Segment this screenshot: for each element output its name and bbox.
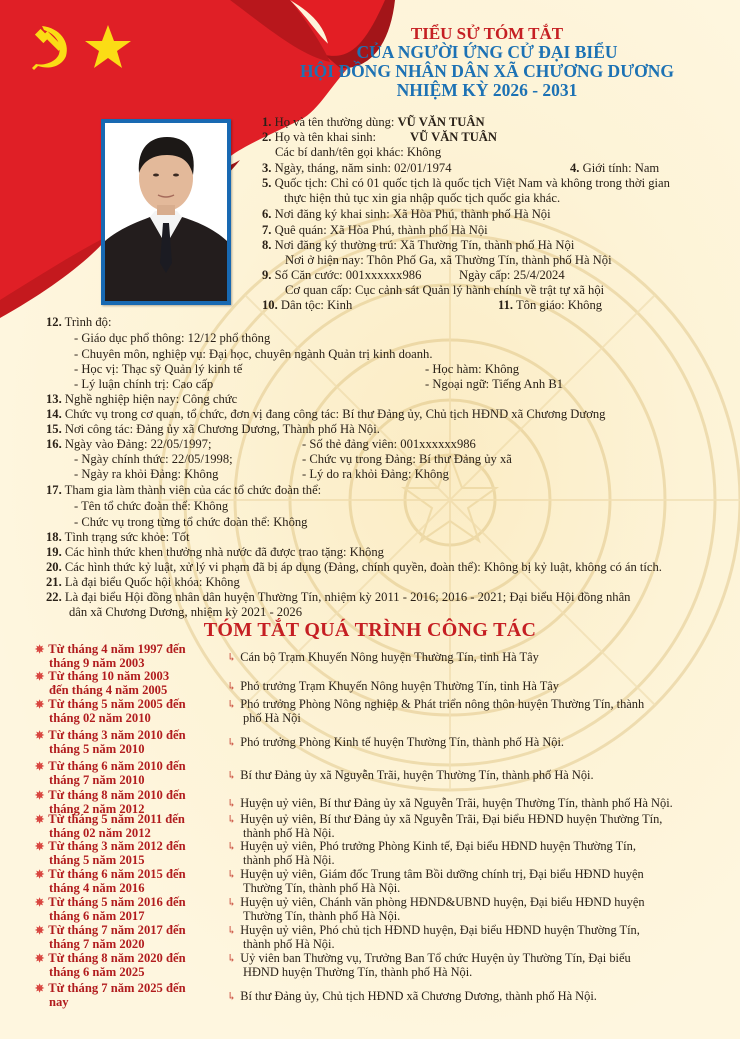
field-5-nationality: 5. Quốc tịch: Chỉ có 01 quốc tịch là quốc tịch Việt Nam và không trong thời gian — [262, 176, 670, 190]
foreign-language: - Ngoại ngữ: Tiếng Anh B1 — [425, 377, 564, 391]
asterisk-flower-icon: ✵ — [35, 790, 45, 802]
work-period — [35, 896, 225, 923]
turn-arrow-icon: ↳ — [227, 841, 237, 853]
organization-position: - Chức vụ trong từng tổ chức đoàn thể: Không — [74, 515, 308, 529]
description-line-1: Huyện uỷ viên, Giám đốc Trung tâm Bồi dưỡng chính trị, Đại biểu HĐND huyện — [240, 867, 644, 881]
field-17-organizations: 17. Tham gia làm thành viên của các tổ chức đoàn thể: — [46, 483, 322, 497]
work-description — [227, 896, 707, 923]
asterisk-flower-icon: ✵ — [35, 699, 45, 711]
title-line-1: TIỂU SỬ TÓM TẮT — [410, 24, 564, 43]
party-card-number: - Số thẻ đảng viên: 001xxxxxx986 — [302, 437, 476, 451]
work-description — [227, 680, 707, 694]
description-line-1: Huyện uỷ viên, Bí thư Đảng ủy xã Nguyễn Trãi, Đại biểu HĐND huyện Thường Tín, — [240, 812, 663, 826]
asterisk-flower-icon: ✵ — [35, 953, 45, 965]
description-line-1: Huyện uỷ viên, Chánh văn phòng HĐND&UBND huyện, Đại biểu HĐND huyện — [240, 895, 645, 909]
work-period — [35, 813, 225, 840]
period-line-2: tháng 6 năm 2025 — [49, 965, 145, 979]
asterisk-flower-icon: ✵ — [35, 671, 45, 683]
turn-arrow-icon: ↳ — [227, 798, 237, 810]
hammer-sickle-icon — [32, 26, 67, 70]
work-period — [35, 868, 225, 895]
field-19-awards: 19. Các hình thức khen thưởng nhà nước đã được trao tặng: Không — [46, 545, 384, 559]
period-line-1: Từ tháng 10 năm 2003 — [48, 669, 170, 683]
asterisk-flower-icon: ✵ — [35, 841, 45, 853]
turn-arrow-icon: ↳ — [227, 814, 237, 826]
field-8-permanent-residence: 8. Nơi đăng ký thường trú: Xã Thường Tín, thành phố Hà Nội — [262, 238, 575, 252]
asterisk-flower-icon: ✵ — [35, 869, 45, 881]
portrait-illustration — [105, 123, 227, 301]
field-16-party-join-date: 16. Ngày vào Đảng: 22/05/1997; — [46, 437, 212, 451]
work-description — [227, 698, 707, 725]
period-line-2: tháng 5 năm 2010 — [49, 742, 145, 756]
description-line-1: Uỷ viên ban Thường vụ, Trưởng Ban Tổ chức Huyện ủy Thường Tín, Đại biểu — [240, 951, 631, 965]
field-11-religion: 11. Tôn giáo: Không — [498, 298, 603, 312]
period-line-2: nay — [49, 995, 69, 1009]
work-period — [35, 952, 225, 979]
work-period — [35, 760, 225, 787]
work-description — [227, 990, 707, 1004]
field-3-birth-date: 3. Ngày, tháng, năm sinh: 02/01/1974 — [262, 161, 452, 175]
field-18-health: 18. Tình trạng sức khỏe: Tốt — [46, 530, 190, 544]
turn-arrow-icon: ↳ — [227, 925, 237, 937]
period-line-1: Từ tháng 8 năm 2010 đến — [48, 788, 186, 802]
work-history-title: TÓM TẮT QUÁ TRÌNH CÔNG TÁC — [203, 619, 537, 641]
field-8-current-residence: Nơi ở hiện nay: Thôn Phố Ga, xã Thường Tín, thành phố Hà Nội — [285, 253, 612, 267]
work-description — [227, 769, 707, 783]
academic-rank: - Học hàm: Không — [425, 362, 520, 376]
field-4-gender: 4. Giới tính: Nam — [570, 161, 660, 175]
party-leave-reason: - Lý do ra khỏi Đảng: Không — [302, 467, 449, 481]
period-line-2: tháng 6 năm 2017 — [49, 909, 145, 923]
field-7-hometown: 7. Quê quán: Xã Hòa Phú, thành phố Hà Nội — [262, 223, 488, 237]
period-line-1: Từ tháng 5 năm 2016 đến — [48, 895, 186, 909]
period-line-2: tháng 7 năm 2010 — [49, 773, 145, 787]
field-13-occupation: 13. Nghề nghiệp hiện nay: Công chức — [46, 392, 238, 406]
candidate-portrait — [101, 119, 231, 305]
field-22-council-terms: 22. Là đại biểu Hội đồng nhân dân huyện Thường Tín, nhiệm kỳ 2011 - 2016; 2016 - 2021; Đại biểu Hội đồng nhân — [46, 590, 631, 604]
turn-arrow-icon: ↳ — [227, 953, 237, 965]
work-period — [35, 670, 225, 697]
field-15-workplace: 15. Nơi công tác: Đảng ủy xã Chương Dương, Thành phố Hà Nội. — [46, 422, 380, 436]
turn-arrow-icon: ↳ — [227, 652, 237, 664]
work-description — [227, 736, 707, 750]
description-line-2: Thường Tín, thành phố Hà Nội. — [243, 881, 401, 895]
title-line-4: NHIỆM KỲ 2026 - 2031 — [396, 80, 578, 100]
field-2-birth-name: 2. Họ và tên khai sinh: — [262, 130, 377, 144]
party-leave-date: - Ngày ra khỏi Đảng: Không — [74, 467, 219, 481]
description-line-1: Phó trưởng Phòng Nông nghiệp & Phát triển nông thôn huyện Thường Tín, thành — [240, 697, 645, 711]
description-line-1: Phó trưởng Trạm Khuyến Nông huyện Thường Tín, tỉnh Hà Tây — [240, 679, 559, 693]
turn-arrow-icon: ↳ — [227, 737, 237, 749]
description-line-2: thành phố Hà Nội. — [243, 853, 335, 867]
description-line-2: thành phố Hà Nội. — [243, 826, 335, 840]
work-period — [35, 643, 225, 670]
work-description — [227, 651, 707, 665]
work-description — [227, 924, 707, 951]
period-line-2: tháng 2 năm 2012 — [49, 802, 145, 816]
title-line-2: CỦA NGƯỜI ỨNG CỬ ĐẠI BIỂU — [356, 42, 618, 62]
description-line-2: Thường Tín, thành phố Hà Nội. — [243, 909, 401, 923]
organization-name: - Tên tổ chức đoàn thể: Không — [74, 499, 229, 513]
document-title — [262, 24, 712, 100]
period-line-2: tháng 7 năm 2020 — [49, 937, 145, 951]
asterisk-flower-icon: ✵ — [35, 730, 45, 742]
period-line-1: Từ tháng 6 năm 2010 đến — [48, 759, 186, 773]
specialty: - Chuyên môn, nghiệp vụ: Đại học, chuyên ngành Quản trị kinh doanh. — [74, 347, 433, 361]
asterisk-flower-icon: ✵ — [35, 983, 45, 995]
description-line-1: Cán bộ Trạm Khuyến Nông huyện Thường Tín, tỉnh Hà Tây — [240, 650, 539, 664]
turn-arrow-icon: ↳ — [227, 897, 237, 909]
work-period — [35, 924, 225, 951]
description-line-1: Huyện uỷ viên, Bí thư Đảng ủy xã Nguyễn Trãi, huyện Thường Tín, thành phố Hà Nội. — [240, 796, 673, 810]
field-1-common-name: 1. Họ và tên thường dùng: VŨ VĂN TUÂN — [262, 115, 485, 129]
birth-name-value: VŨ VĂN TUÂN — [410, 130, 497, 144]
period-line-2: tháng 9 năm 2003 — [49, 656, 145, 670]
party-position: - Chức vụ trong Đảng: Bí thư Đảng ủy xã — [302, 452, 512, 466]
turn-arrow-icon: ↳ — [227, 699, 237, 711]
field-20-discipline: 20. Các hình thức kỷ luật, xử lý vi phạm đã bị áp dụng (Đảng, chính quyền, đoàn thể): Không bị kỷ luật, không có án tích. — [46, 560, 662, 574]
asterisk-flower-icon: ✵ — [35, 897, 45, 909]
description-line-2: phố Hà Nội — [243, 711, 301, 725]
asterisk-flower-icon: ✵ — [35, 925, 45, 937]
description-line-2: HĐND huyện Thường Tín, thành phố Hà Nội. — [243, 965, 473, 979]
period-line-2: tháng 4 năm 2016 — [49, 881, 145, 895]
work-description — [227, 840, 707, 867]
field-14-position: 14. Chức vụ trong cơ quan, tổ chức, đơn vị đang công tác: Bí thư Đảng ủy, Chủ tịch HĐND xã Chương Dương — [46, 407, 606, 421]
period-line-1: Từ tháng 7 năm 2017 đến — [48, 923, 186, 937]
work-period — [35, 982, 225, 1009]
asterisk-flower-icon: ✵ — [35, 761, 45, 773]
party-emblem — [30, 22, 140, 72]
period-line-1: Từ tháng 5 năm 2011 đến — [48, 812, 185, 826]
asterisk-flower-icon: ✵ — [35, 644, 45, 656]
period-line-2: đến tháng 4 năm 2005 — [49, 683, 168, 697]
field-aliases: Các bí danh/tên gọi khác: Không — [275, 145, 442, 159]
period-line-2: tháng 02 năm 2010 — [49, 711, 151, 725]
field-12-education: 12. Trình độ: — [46, 315, 112, 329]
description-line-1: Huyện uỷ viên, Phó trưởng Phòng Kinh tế, Đại biểu HĐND huyện Thường Tín, — [240, 839, 636, 853]
star-icon — [85, 25, 131, 68]
field-9-issuing-authority: Cơ quan cấp: Cục cảnh sát Quản lý hành chính về trật tự xã hội — [285, 283, 605, 297]
turn-arrow-icon: ↳ — [227, 869, 237, 881]
description-line-1: Bí thư Đảng ủy xã Nguyễn Trãi, huyện Thường Tín, thành phố Hà Nội. — [240, 768, 594, 782]
political-theory: - Lý luận chính trị: Cao cấp — [74, 377, 214, 391]
period-line-1: Từ tháng 6 năm 2015 đến — [48, 867, 186, 881]
asterisk-flower-icon: ✵ — [35, 814, 45, 826]
field-9-issue-date: Ngày cấp: 25/4/2024 — [459, 268, 565, 282]
period-line-1: Từ tháng 3 năm 2012 đến — [48, 839, 186, 853]
period-line-1: Từ tháng 7 năm 2025 đến — [48, 981, 186, 995]
period-line-2: tháng 02 năm 2012 — [49, 826, 151, 840]
turn-arrow-icon: ↳ — [227, 770, 237, 782]
work-period — [35, 698, 225, 725]
work-description — [227, 813, 707, 840]
description-line-1: Huyện uỷ viên, Phó chủ tịch HĐND huyện, Đại biểu HĐND huyện Thường Tín, — [240, 923, 640, 937]
work-period — [35, 729, 225, 756]
period-line-1: Từ tháng 3 năm 2010 đến — [48, 728, 186, 742]
work-period — [35, 840, 225, 867]
description-line-1: Bí thư Đảng ủy, Chủ tịch HĐND xã Chương Dương, thành phố Hà Nội. — [240, 989, 597, 1003]
academic-degree: - Học vị: Thạc sỹ Quản lý kinh tế — [74, 362, 243, 376]
work-description — [227, 797, 707, 811]
description-line-2: thành phố Hà Nội. — [243, 937, 335, 951]
field-10-ethnicity: 10. Dân tộc: Kinh — [262, 298, 353, 312]
turn-arrow-icon: ↳ — [227, 681, 237, 693]
work-description — [227, 868, 707, 895]
common-name-value: VŨ VĂN TUÂN — [397, 115, 485, 129]
turn-arrow-icon: ↳ — [227, 991, 237, 1003]
party-official-date: - Ngày chính thức: 22/05/1998; — [74, 452, 233, 466]
field-22-council-terms-cont: dân xã Chương Dương, nhiệm kỳ 2021 - 2026 — [69, 605, 302, 619]
field-5-nationality-cont: thực hiện thủ tục xin gia nhập quốc tịch quốc gia khác. — [284, 191, 561, 205]
field-9-id-card: 9. Số Căn cước: 001xxxxxx986 — [262, 268, 422, 282]
title-line-3: HỘI ĐỒNG NHÂN DÂN XÃ CHƯƠNG DƯƠNG — [300, 61, 674, 81]
field-6-birth-registration: 6. Nơi đăng ký khai sinh: Xã Hòa Phú, thành phố Hà Nội — [262, 207, 551, 221]
field-21-national-assembly: 21. Là đại biểu Quốc hội khóa: Không — [46, 575, 240, 589]
period-line-2: tháng 5 năm 2015 — [49, 853, 145, 867]
general-education: - Giáo dục phổ thông: 12/12 phổ thông — [74, 331, 271, 345]
period-line-1: Từ tháng 8 năm 2020 đến — [48, 951, 186, 965]
description-line-1: Phó trưởng Phòng Kinh tế huyện Thường Tín, thành phố Hà Nội. — [240, 735, 565, 749]
period-line-1: Từ tháng 5 năm 2005 đến — [48, 697, 186, 711]
work-description — [227, 952, 707, 979]
period-line-1: Từ tháng 4 năm 1997 đến — [48, 642, 186, 656]
